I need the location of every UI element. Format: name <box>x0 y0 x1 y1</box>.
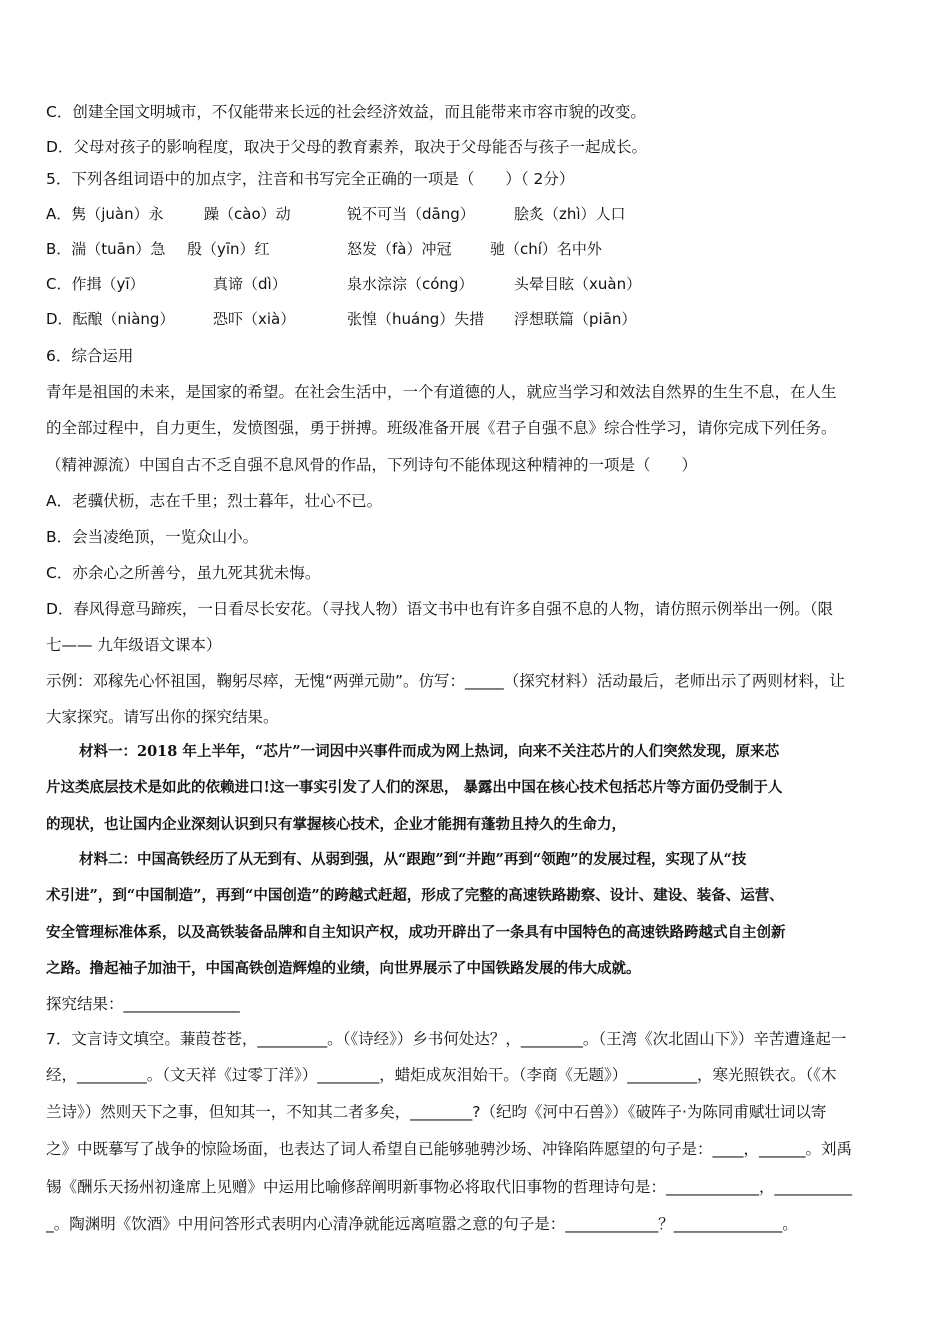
q7-line-2: 经，_________。（文天祥《过零丁洋》）________，蜡炬成灰泪始干。（李商《无题》）_________，寒光照铁衣。（《木 <box>46 1066 837 1084</box>
q6-option-b: B．会当凌绝顶，一览众山小。 <box>46 528 259 546</box>
q5-b-3: 怒发（fà）冲冠 <box>347 240 452 258</box>
q5-c-1: C．作揖（yī） <box>46 275 145 293</box>
q5-c-2: 真谛（dì） <box>213 275 287 293</box>
material-2-line-4: 之路。撸起袖子加油干，中国高铁创造辉煌的业绩，向世界展示了中国铁路发展的伟大成就。 <box>46 960 641 977</box>
q4-option-d: D．父母对孩子的影响程度，取决于父母的教育素养，取决于父母能否与孩子一起成长。 <box>46 138 647 156</box>
q6-option-d: D．春风得意马蹄疾，一日看尽长安花。（寻找人物）语文书中也有许多自强不息的人物，请仿照示例举出一例。（限 <box>46 600 833 618</box>
q6-limit: 七—— 九年级语文课本） <box>46 636 222 654</box>
q5-stem: 5．下列各组词语中的加点字，注音和书写完全正确的一项是（ ）（ 2分） <box>46 170 575 188</box>
q5-b-1: B．湍（tuān）急 <box>46 240 166 258</box>
q5-c-4: 头晕目眩（xuàn） <box>514 275 642 293</box>
q5-d-2: 恐吓（xià） <box>213 310 296 328</box>
q6-option-c: C．亦余心之所善兮，虽九死其犹未悔。 <box>46 564 321 582</box>
q5-a-1: A．隽（juàn）永 <box>46 205 164 223</box>
q5-a-3: 锐不可当（dāng） <box>347 205 475 223</box>
material-1-line-1: 材料一：2018 年上半年，“芯片”一词因中兴事件而成为网上热词，向来不关注芯片的人们突然发现，原来芯 <box>79 743 780 760</box>
material-2-line-3: 安全管理标准体系，以及高铁装备品牌和自主知识产权，成功开辟出了一条具有中国特色的高速铁路跨越式自主创新 <box>46 924 786 941</box>
q7-line-6: _。陶渊明《饮酒》中用问答形式表明内心清净就能远离喧嚣之意的句子是：____________？______________。 <box>46 1215 798 1233</box>
q5-b-4: 驰（chí）名中外 <box>490 240 602 258</box>
q6-option-a: A．老骥伏枥，志在千里；烈士暮年，壮心不已。 <box>46 492 383 510</box>
q6-task-1: （精神源流）中国自古不乏自强不息风骨的作品，下列诗句不能体现这种精神的一项是（ ） <box>46 456 698 474</box>
q5-a-4: 脍炙（zhì）人口 <box>514 205 626 223</box>
q5-d-1: D．酝酿（niàng） <box>46 310 175 328</box>
q6-intro-1: 青年是祖国的未来，是国家的希望。在社会生活中，一个有道德的人，就应当学习和效法自然界的生生不息，在人生 <box>46 383 837 401</box>
q6-result: 探究结果：_______________ <box>46 995 240 1013</box>
q7-line-5: 锡《酬乐天扬州初逢席上见赠》中运用比喻修辞阐明新事物必将取代旧事物的哲理诗句是：____________，__________ <box>46 1178 853 1196</box>
q6-example-2: 大家探究。请写出你的探究结果。 <box>46 708 279 726</box>
q5-d-4: 浮想联篇（piān） <box>514 310 637 328</box>
material-1-line-2: 片这类底层技术是如此的依赖进口!这一事实引发了人们的深思， 暴露出中国在核心技术包括芯片等方面仍受制于人 <box>46 779 783 796</box>
q7-line-3: 兰诗》）然则天下之事，但知其一，不知其二者多矣，________?（纪昀《河中石兽》）《破阵子·为陈同甫赋壮词以寄 <box>46 1103 827 1121</box>
q5-d-3: 张惶（huáng）失措 <box>347 310 485 328</box>
q5-c-3: 泉水淙淙（cóng） <box>347 275 474 293</box>
q6-example-1: 示例：邓稼先心怀祖国，鞠躬尽瘁，无愧“两弹元勋”。仿写：_____（探究材料）活动最后，老师出示了两则材料，让 <box>46 672 845 690</box>
q7-line-1: 7．文言诗文填空。蒹葭苍苍，_________。（《诗经》）乡书何处达？，________。（王湾《次北固山下》）辛苦遭逢起一 <box>46 1030 847 1048</box>
q5-a-2: 躁（cào）动 <box>204 205 291 223</box>
material-1-line-3: 的现状，也让国内企业深刻认识到只有掌握核心技术，企业才能拥有蓬勃且持久的生命力， <box>46 816 626 833</box>
q5-b-2: 殷（yīn）红 <box>187 240 270 258</box>
q6-intro-2: 的全部过程中，自力更生，发愤图强，勇于拼搏。班级准备开展《君子自强不息》综合性学习，请你完成下列任务。 <box>46 419 837 437</box>
material-2-line-2: 术引进”，到“中国制造”，再到“中国创造”的跨越式赶超，形成了完整的高速铁路勘察、设计、建设、装备、运营、 <box>46 887 784 904</box>
q7-line-4: 之》中既摹写了战争的惊险场面，也表达了词人希望自已能够驰骋沙场、冲锋陷阵愿望的句子是：____，______。刘禹 <box>46 1140 853 1158</box>
material-2-line-1: 材料二：中国高铁经历了从无到有、从弱到强，从“跟跑”到“并跑”再到“领跑”的发展过程，实现了从“技 <box>79 851 747 868</box>
q4-option-c: C．创建全国文明城市，不仅能带来长远的社会经济效益，而且能带来市容市貌的改变。 <box>46 103 646 121</box>
q6-title: 6．综合运用 <box>46 347 134 365</box>
